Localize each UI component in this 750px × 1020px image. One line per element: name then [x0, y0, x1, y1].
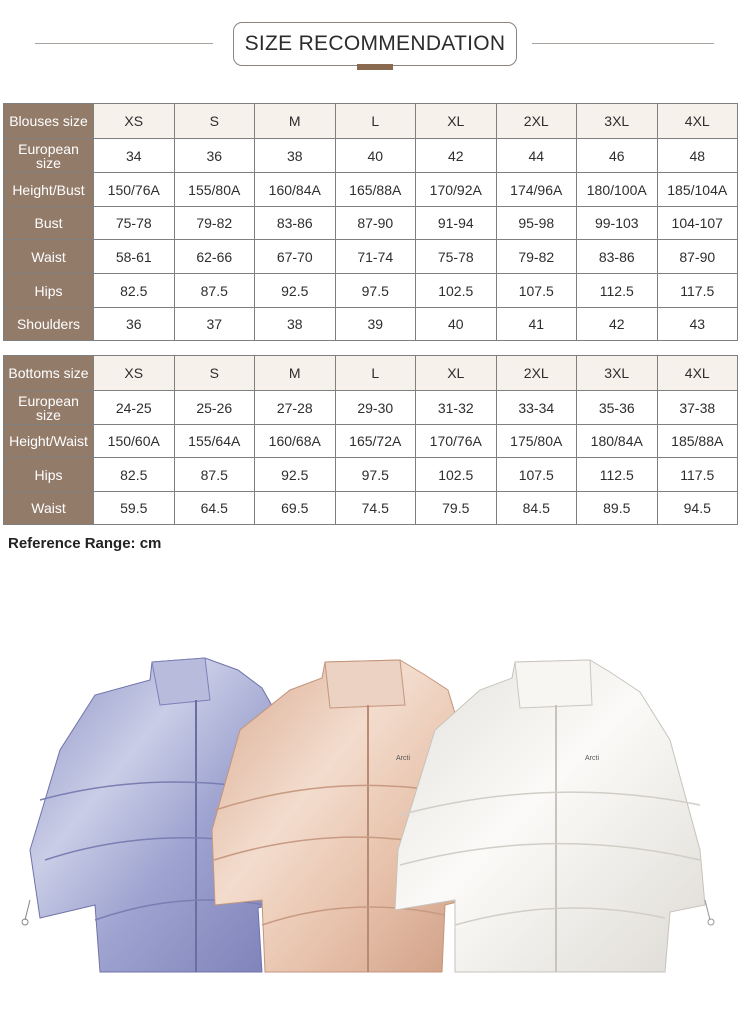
size-header-cell: 2XL — [496, 356, 577, 391]
table-cell: 38 — [255, 308, 336, 341]
header — [0, 0, 750, 90]
table-cell: 39 — [335, 308, 416, 341]
table-cell: 174/96A — [496, 173, 577, 207]
table-cell: 40 — [416, 308, 497, 341]
table-cell: 112.5 — [577, 274, 658, 308]
reference-range-note: Reference Range: cm — [8, 535, 162, 552]
table-cell: 102.5 — [416, 274, 497, 308]
table-cell: 79-82 — [496, 240, 577, 274]
table-cell: 180/84A — [577, 425, 658, 458]
table-cell: 29-30 — [335, 391, 416, 425]
table-row — [4, 173, 738, 207]
table-cell: 92.5 — [255, 458, 336, 492]
table-cell: 170/76A — [416, 425, 497, 458]
table-cell: 36 — [94, 308, 175, 341]
table-cell: 64.5 — [174, 492, 255, 525]
table-cell: 43 — [657, 308, 738, 341]
table-cell: 91-94 — [416, 207, 497, 240]
size-header-cell: 2XL — [496, 104, 577, 139]
table-cell: 95-98 — [496, 207, 577, 240]
table-row — [4, 308, 738, 341]
table-cell: 31-32 — [416, 391, 497, 425]
table-cell: 35-36 — [577, 391, 658, 425]
table-cell: 42 — [416, 139, 497, 173]
table-cell: 75-78 — [94, 207, 175, 240]
size-header-cell: XS — [94, 104, 175, 139]
table-cell: 150/60A — [94, 425, 175, 458]
table-cell: 71-74 — [335, 240, 416, 274]
row-label: Bust — [4, 207, 94, 240]
table-cell: 160/84A — [255, 173, 336, 207]
row-label: Hips — [4, 458, 94, 492]
size-header-cell: M — [255, 104, 336, 139]
table-cell: 48 — [657, 139, 738, 173]
table-cell: 150/76A — [94, 173, 175, 207]
header-line-right — [532, 43, 714, 44]
size-header-cell: 4XL — [657, 104, 738, 139]
table-cell: 185/88A — [657, 425, 738, 458]
table-cell: 82.5 — [94, 274, 175, 308]
table-cell: 165/88A — [335, 173, 416, 207]
brand-logo: Arcti — [396, 755, 410, 762]
page-title: SIZE RECOMMENDATION — [233, 22, 517, 66]
table-cell: 87-90 — [335, 207, 416, 240]
table-cell: 84.5 — [496, 492, 577, 525]
table-cell: 42 — [577, 308, 658, 341]
size-header-cell: XL — [416, 356, 497, 391]
table-cell: 87-90 — [657, 240, 738, 274]
table-row — [4, 139, 738, 173]
table-cell: 33-34 — [496, 391, 577, 425]
table-cell: 117.5 — [657, 458, 738, 492]
table-cell: 104-107 — [657, 207, 738, 240]
table-cell: 92.5 — [255, 274, 336, 308]
size-header-cell: 3XL — [577, 104, 658, 139]
brand-logo: Arcti — [585, 755, 599, 762]
size-header-cell: XS — [94, 356, 175, 391]
table-cell: 27-28 — [255, 391, 336, 425]
table-cell: 180/100A — [577, 173, 658, 207]
table-cell: 34 — [94, 139, 175, 173]
table-cell: 175/80A — [496, 425, 577, 458]
size-header-cell: S — [174, 356, 255, 391]
table-row — [4, 240, 738, 274]
size-header-cell: L — [335, 356, 416, 391]
row-label: European size — [4, 391, 94, 425]
table-cell: 41 — [496, 308, 577, 341]
table-cell: 102.5 — [416, 458, 497, 492]
row-label: Shoulders — [4, 308, 94, 341]
table-cell: 58-61 — [94, 240, 175, 274]
table-cell: 79-82 — [174, 207, 255, 240]
row-label: European size — [4, 139, 94, 173]
size-header-cell: XL — [416, 104, 497, 139]
row-label: Height/Bust — [4, 173, 94, 207]
row-label: Hips — [4, 274, 94, 308]
size-header-cell: 4XL — [657, 356, 738, 391]
table-cell: 36 — [174, 139, 255, 173]
table-row — [4, 492, 738, 525]
table-cell: 99-103 — [577, 207, 658, 240]
table-cell: 24-25 — [94, 391, 175, 425]
table-cell: 107.5 — [496, 458, 577, 492]
table-cell: 165/72A — [335, 425, 416, 458]
row-label: Waist — [4, 492, 94, 525]
table-cell: 83-86 — [577, 240, 658, 274]
row-label: Height/Waist — [4, 425, 94, 458]
table-cell: 97.5 — [335, 274, 416, 308]
size-header-cell: S — [174, 104, 255, 139]
table-cell: 40 — [335, 139, 416, 173]
title-accent-tab — [357, 64, 393, 70]
table-cell: 37 — [174, 308, 255, 341]
table-row — [4, 207, 738, 240]
table-cell: 170/92A — [416, 173, 497, 207]
table-cell: 37-38 — [657, 391, 738, 425]
table-cell: 112.5 — [577, 458, 658, 492]
table-cell: 74.5 — [335, 492, 416, 525]
size-row-label: Bottoms size — [4, 356, 94, 391]
size-row-label: Blouses size — [4, 104, 94, 139]
table-cell: 67-70 — [255, 240, 336, 274]
table-cell: 155/80A — [174, 173, 255, 207]
table-cell: 160/68A — [255, 425, 336, 458]
table-row — [4, 274, 738, 308]
table-cell: 69.5 — [255, 492, 336, 525]
product-jackets-image — [0, 600, 750, 1020]
table-cell: 155/64A — [174, 425, 255, 458]
table-row — [4, 425, 738, 458]
table-cell: 46 — [577, 139, 658, 173]
table-row — [4, 391, 738, 425]
table-cell: 87.5 — [174, 458, 255, 492]
table-cell: 107.5 — [496, 274, 577, 308]
table-cell: 185/104A — [657, 173, 738, 207]
blouses-size-table — [3, 103, 738, 341]
table-cell: 117.5 — [657, 274, 738, 308]
table-cell: 97.5 — [335, 458, 416, 492]
table-cell: 89.5 — [577, 492, 658, 525]
table-cell: 38 — [255, 139, 336, 173]
table-cell: 44 — [496, 139, 577, 173]
size-header-cell: L — [335, 104, 416, 139]
size-header-cell: 3XL — [577, 356, 658, 391]
table-cell: 75-78 — [416, 240, 497, 274]
table-cell: 25-26 — [174, 391, 255, 425]
table-cell: 62-66 — [174, 240, 255, 274]
table-cell: 59.5 — [94, 492, 175, 525]
table-cell: 79.5 — [416, 492, 497, 525]
row-label: Waist — [4, 240, 94, 274]
size-header-cell: M — [255, 356, 336, 391]
table-row — [4, 458, 738, 492]
bottoms-size-table — [3, 355, 738, 525]
table-cell: 82.5 — [94, 458, 175, 492]
table-cell: 87.5 — [174, 274, 255, 308]
table-cell: 83-86 — [255, 207, 336, 240]
header-line-left — [35, 43, 213, 44]
table-cell: 94.5 — [657, 492, 738, 525]
